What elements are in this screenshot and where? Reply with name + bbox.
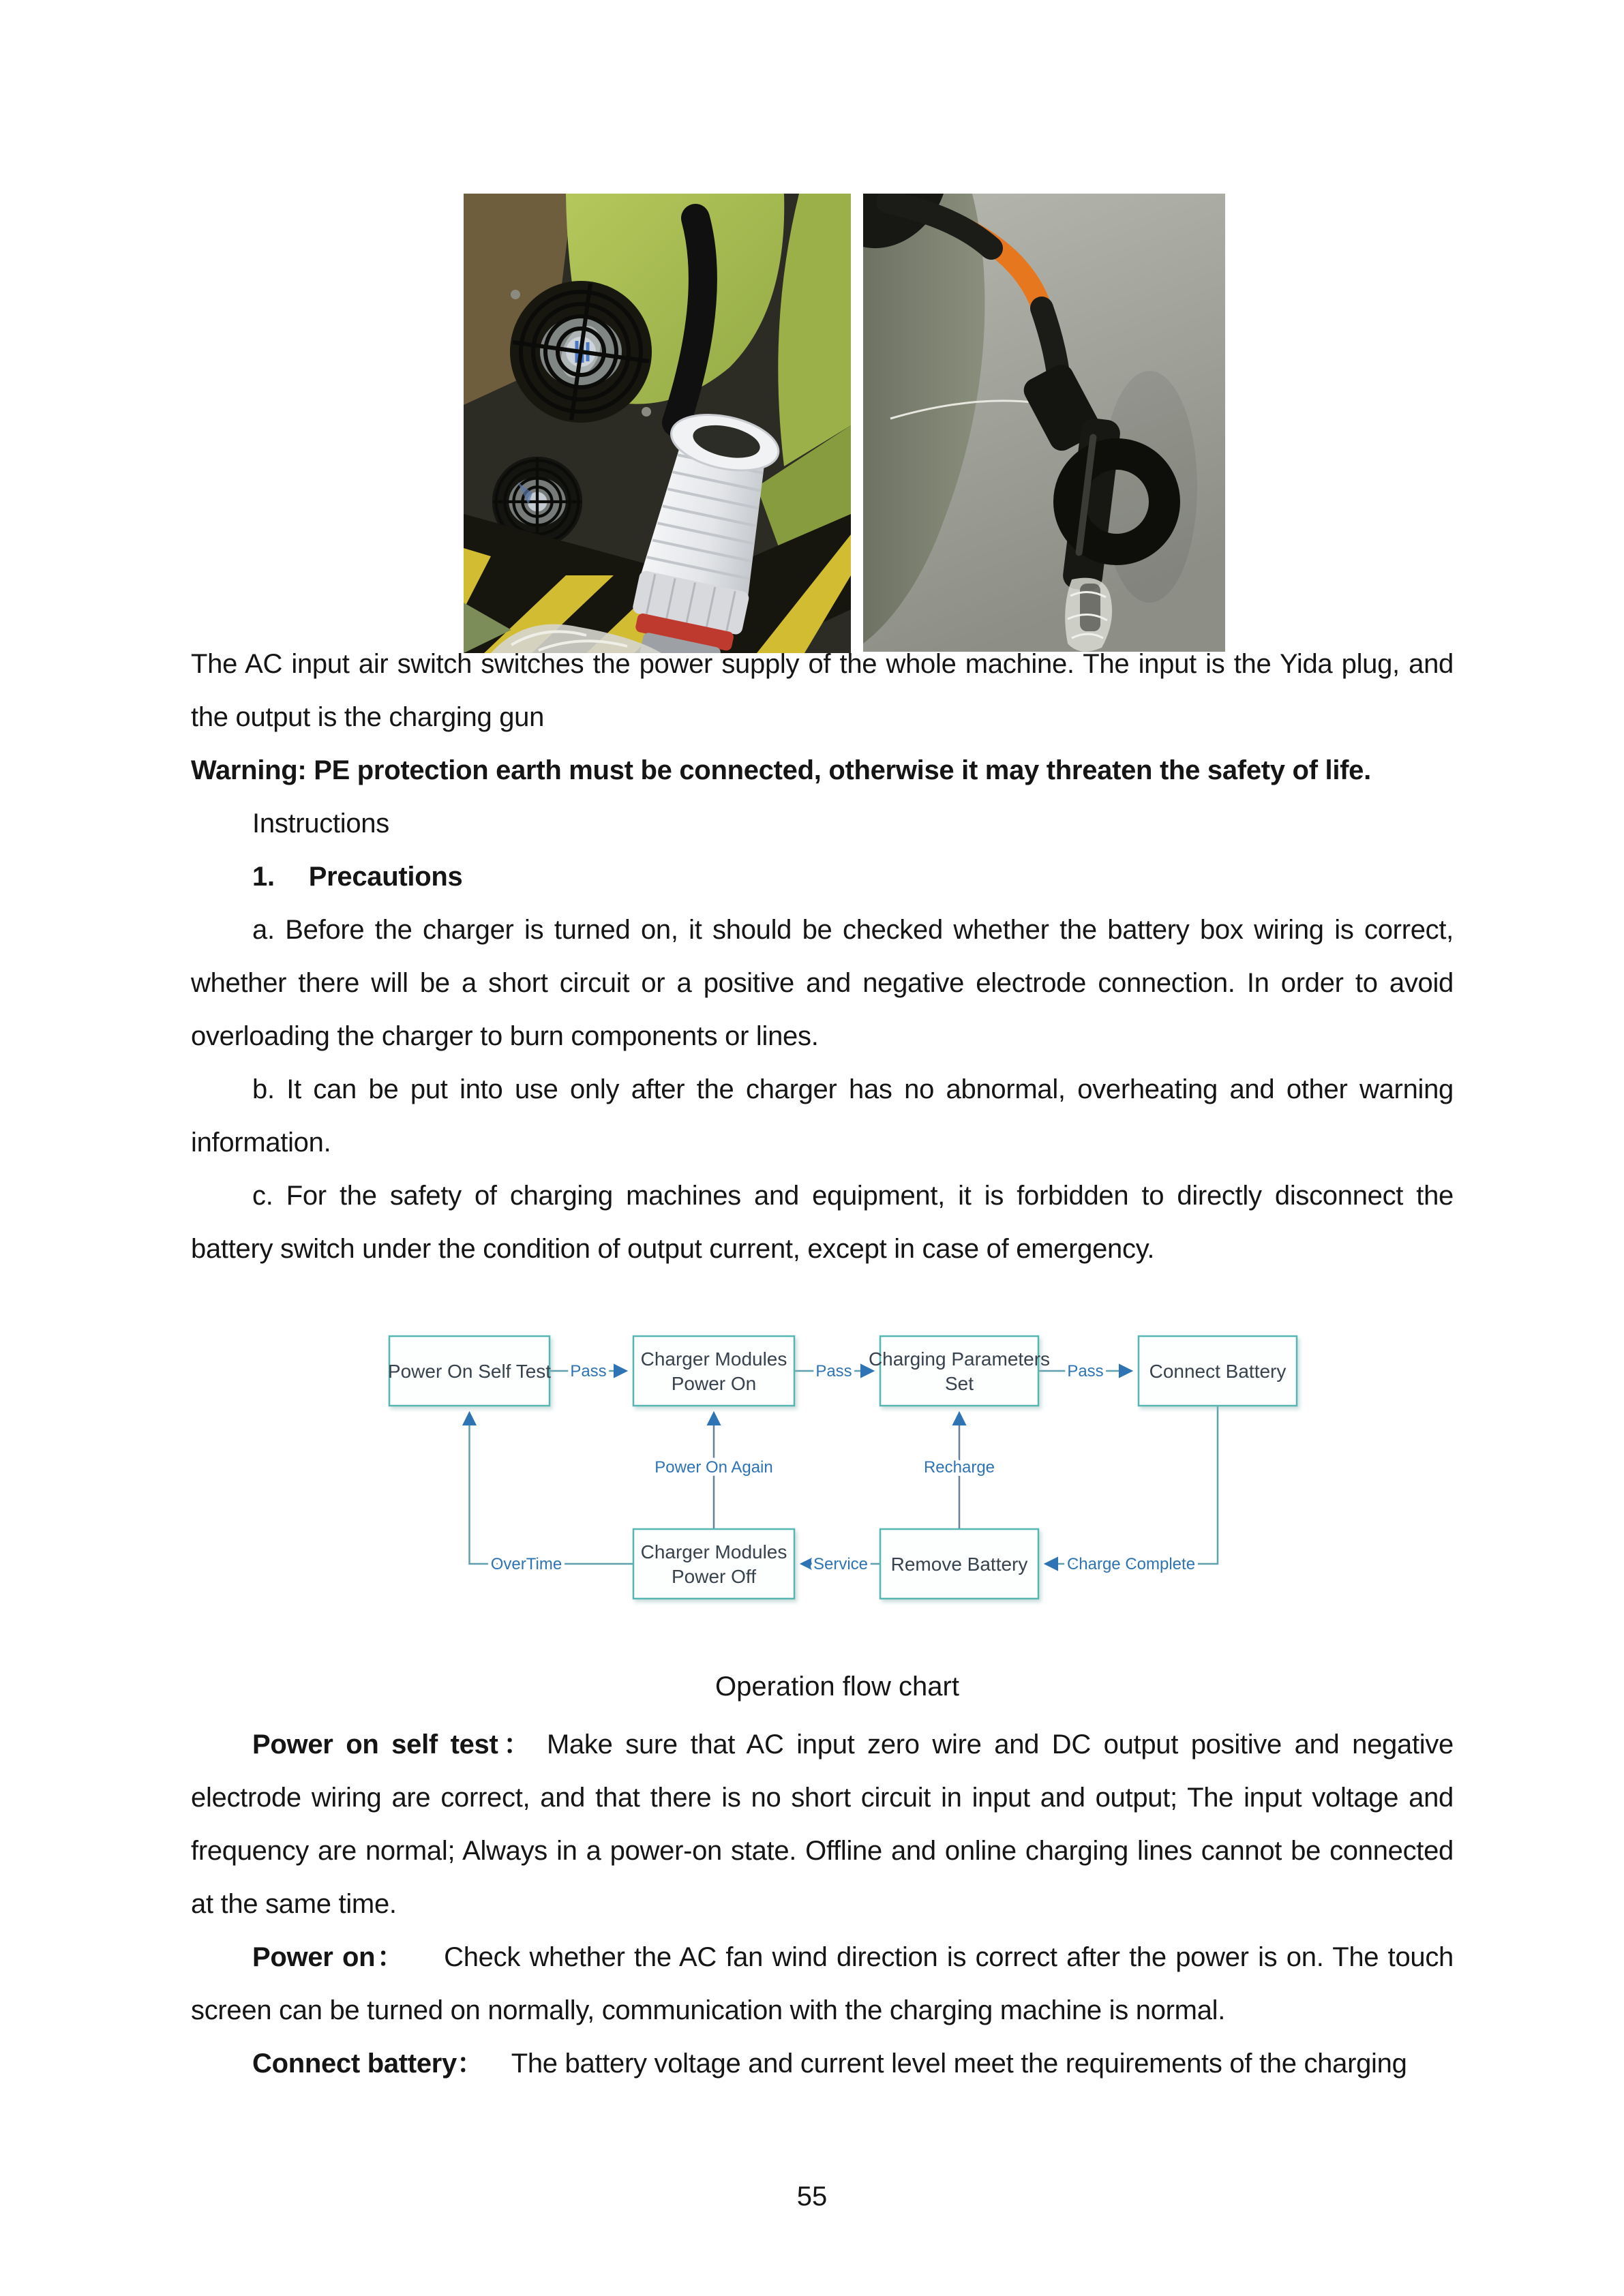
edge-label-pass-3: Pass [1067, 1362, 1104, 1380]
cooling-fan-large [510, 281, 652, 423]
paragraph-power-on: Power on： Check whether the AC fan wind direction is correct after the power is on. The touch screen can be turned on normally, communication with the charging machine is normal. [191, 1942, 1454, 2025]
edge-overtime [470, 1413, 634, 1564]
edge-label-pass-1: Pass [570, 1362, 607, 1380]
edge-label-pass-2: Pass [815, 1362, 852, 1380]
precaution-item-b: b. It can be put into use only after the charger has no abnormal, overheating and other warning information. [191, 1074, 1454, 1158]
edge-label-recharge: Recharge [923, 1458, 995, 1477]
label-charging-parameters-set: Charging Parameters Set [868, 1348, 1051, 1394]
photo-charger-fans-plug [464, 194, 851, 653]
photo-charging-gun [863, 194, 1225, 652]
upper-text-block [191, 637, 1454, 1275]
label-charger-modules-power-on: Charger Modules Power On [640, 1348, 787, 1394]
connect-battery-lead: Connect battery： [252, 2049, 484, 2079]
paragraph-ac-input: The AC input air switch switches the power supply of the whole machine. The input is the Yida plug, and the output is the charging gun [191, 649, 1454, 732]
box-charging-parameters-set [880, 1336, 1038, 1406]
label-power-on-self-test: Power On Self Test [387, 1361, 552, 1382]
flow-connectors [470, 1371, 1218, 1564]
instructions-heading: Instructions [252, 809, 389, 839]
flowchart-caption: Operation flow chart [715, 1672, 959, 1702]
lower-text-block [191, 1718, 1454, 2090]
operation-flowchart [355, 1316, 1343, 1643]
edge-label-charge-complete: Charge Complete [1066, 1555, 1196, 1573]
power-on-lead: Power on： [252, 1942, 406, 1972]
label-charger-modules-power-off: Charger Modules Power Off [640, 1541, 787, 1587]
list-title: Precautions [308, 862, 463, 892]
label-remove-battery: Remove Battery [890, 1554, 1028, 1575]
precaution-item-c: c. For the safety of charging machines and equipment, it is forbidden to directly disconnect the battery switch under the condition of output current, except in case of emergency. [191, 1181, 1454, 1264]
edge-label-power-on-again: Power On Again [655, 1458, 773, 1477]
precautions-heading [191, 850, 1454, 903]
box-charger-modules-power-off [633, 1529, 794, 1599]
label-connect-battery: Connect Battery [1149, 1361, 1287, 1382]
paragraph-power-on-self-test: Power on self test： Make sure that AC input zero wire and DC output positive and negative electrode wiring are correct, and that there is no short circuit in input and output; The input voltage and frequency are normal; Always in a power-on state. Offline and online charging lines cannot be connected at the same time. [191, 1729, 1454, 1919]
page-number: 55 [796, 2181, 828, 2211]
power-on-self-test-lead: Power on self test： [252, 1729, 536, 1759]
edge-label-service: Service [813, 1555, 869, 1573]
paragraph-connect-battery: Connect battery： The battery voltage and current level meet the requirements of the charging [252, 2049, 1407, 2079]
edge-charge-complete [1046, 1406, 1218, 1564]
precaution-item-a: a. Before the charger is turned on, it should be checked whether the battery box wiring is correct, whether there will be a short circuit or a positive and negative electrode connection. In order to avoid overloading the charger to burn components or lines. [191, 915, 1454, 1051]
warning-text: Warning: PE protection earth must be connected, otherwise it may threaten the safety of life. [191, 755, 1371, 785]
flow-edge-labels [491, 1362, 1195, 1573]
edge-label-overtime: OverTime [490, 1555, 562, 1573]
list-number: 1. [252, 862, 275, 892]
box-charger-modules-power-on [633, 1336, 794, 1406]
